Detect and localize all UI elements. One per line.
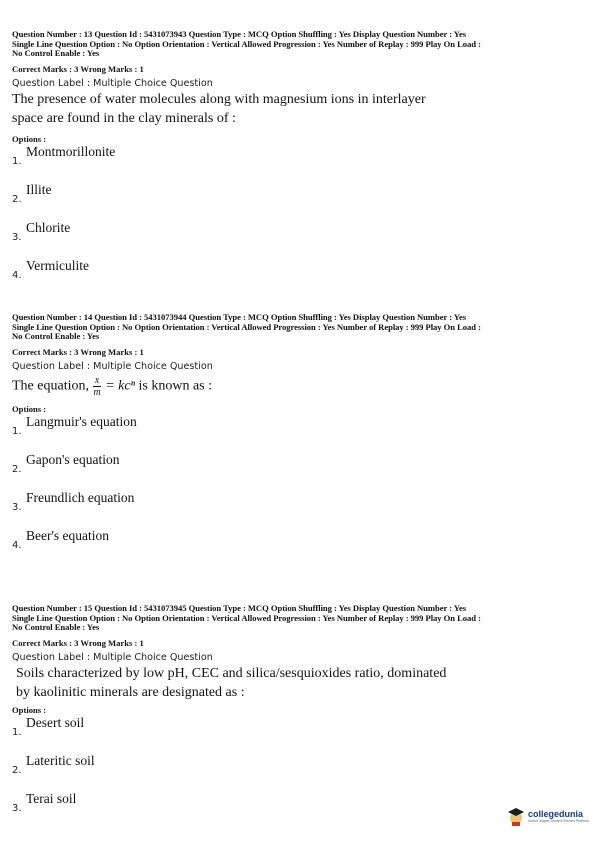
logo-tagline: India's largest Student Review Platform xyxy=(528,819,589,823)
option-text: Desert soil xyxy=(26,714,85,730)
question-block-13 xyxy=(12,30,584,296)
stem-suffix: is known as : xyxy=(138,378,213,394)
stem-prefix: The equation, xyxy=(12,378,89,394)
options-title: Options : xyxy=(12,403,47,414)
option-number: 2. xyxy=(12,463,22,475)
option-4[interactable] xyxy=(12,258,584,296)
meta-line: No Control Enable : Yes xyxy=(12,48,100,59)
option-text: Langmuir's equation xyxy=(26,413,137,429)
stem-line: Soils characterized by low pH, CEC and silica/sesquioxides ratio, dominated xyxy=(16,665,447,681)
meta-line: No Control Enable : Yes xyxy=(12,331,100,342)
option-number: 1. xyxy=(12,726,22,738)
options-title: Options : xyxy=(12,133,47,144)
question-stem xyxy=(12,375,584,398)
meta-line: Question Number : 13 Question Id : 5431073943 Question Type : MCQ Option Shuffling : Yes Display Question Number : Yes xyxy=(12,29,467,39)
option-text: Vermiculite xyxy=(26,257,89,273)
fraction xyxy=(93,375,100,398)
question-meta xyxy=(12,604,584,633)
option-number: 3. xyxy=(12,231,22,243)
question-label: Question Label : Multiple Choice Question xyxy=(12,77,213,89)
option-number: 1. xyxy=(12,425,22,437)
meta-line: Single Line Question Option : No Option Orientation : Vertical Allowed Progression : Yes Number of Replay : 999 Play On Load : xyxy=(12,321,481,332)
collegedunia-logo xyxy=(506,806,589,826)
graduate-icon xyxy=(506,806,526,826)
option-number: 3. xyxy=(12,802,22,814)
meta-line: Single Line Question Option : No Option Orientation : Vertical Allowed Progression : Yes Number of Replay : 999 Play On Load : xyxy=(12,612,481,623)
option-1[interactable] xyxy=(12,715,584,753)
meta-line: Single Line Question Option : No Option Orientation : Vertical Allowed Progression : Yes Number of Replay : 999 Play On Load : xyxy=(12,38,481,49)
question-block-15 xyxy=(12,604,584,829)
option-4[interactable] xyxy=(12,528,584,566)
option-number: 2. xyxy=(12,764,22,776)
option-text: Freundlich equation xyxy=(26,489,135,505)
meta-line: Question Number : 14 Question Id : 5431073944 Question Type : MCQ Option Shuffling : Yes Display Question Number : Yes xyxy=(12,312,467,322)
marks-line: Correct Marks : 3 Wrong Marks : 1 xyxy=(12,637,144,648)
option-3[interactable] xyxy=(12,490,584,528)
meta-line: Question Number : 15 Question Id : 5431073945 Question Type : MCQ Option Shuffling : Yes Display Question Number : Yes xyxy=(12,603,467,613)
option-3[interactable] xyxy=(12,220,584,258)
option-2[interactable] xyxy=(12,753,584,791)
option-text: Montmorillonite xyxy=(26,143,116,159)
question-label: Question Label : Multiple Choice Question xyxy=(12,651,213,663)
option-number: 4. xyxy=(12,539,22,551)
option-text: Lateritic soil xyxy=(26,752,95,768)
marks-line: Correct Marks : 3 Wrong Marks : 1 xyxy=(12,346,144,357)
option-number: 2. xyxy=(12,193,22,205)
question-block-14 xyxy=(12,313,584,566)
options-title: Options : xyxy=(12,704,47,715)
question-meta xyxy=(12,313,584,342)
option-text: Beer's equation xyxy=(26,527,110,543)
fraction-numerator: x xyxy=(94,374,100,386)
option-number: 1. xyxy=(12,155,22,167)
question-stem xyxy=(12,664,584,702)
stem-line: space are found in the clay minerals of : xyxy=(12,110,236,126)
question-meta xyxy=(12,30,584,59)
meta-line: No Control Enable : Yes xyxy=(12,622,100,633)
option-number: 4. xyxy=(12,269,22,281)
option-text: Illite xyxy=(26,181,52,197)
question-label: Question Label : Multiple Choice Question xyxy=(12,360,213,372)
option-text: Chlorite xyxy=(26,219,71,235)
marks-line: Correct Marks : 3 Wrong Marks : 1 xyxy=(12,63,144,74)
option-1[interactable] xyxy=(12,144,584,182)
question-stem xyxy=(12,90,584,128)
option-1[interactable] xyxy=(12,414,584,452)
logo-name: collegedunia xyxy=(528,809,584,819)
option-number: 3. xyxy=(12,501,22,513)
equation-rhs: = kcⁿ xyxy=(105,378,136,394)
stem-line: The presence of water molecules along with magnesium ions in interlayer xyxy=(12,91,426,107)
option-3[interactable] xyxy=(12,791,584,829)
option-text: Gapon's equation xyxy=(26,451,120,467)
option-2[interactable] xyxy=(12,182,584,220)
fraction-denominator: m xyxy=(93,386,101,398)
stem-line: by kaolinitic minerals are designated as : xyxy=(16,684,245,700)
option-text: Terai soil xyxy=(26,790,77,806)
option-2[interactable] xyxy=(12,452,584,490)
